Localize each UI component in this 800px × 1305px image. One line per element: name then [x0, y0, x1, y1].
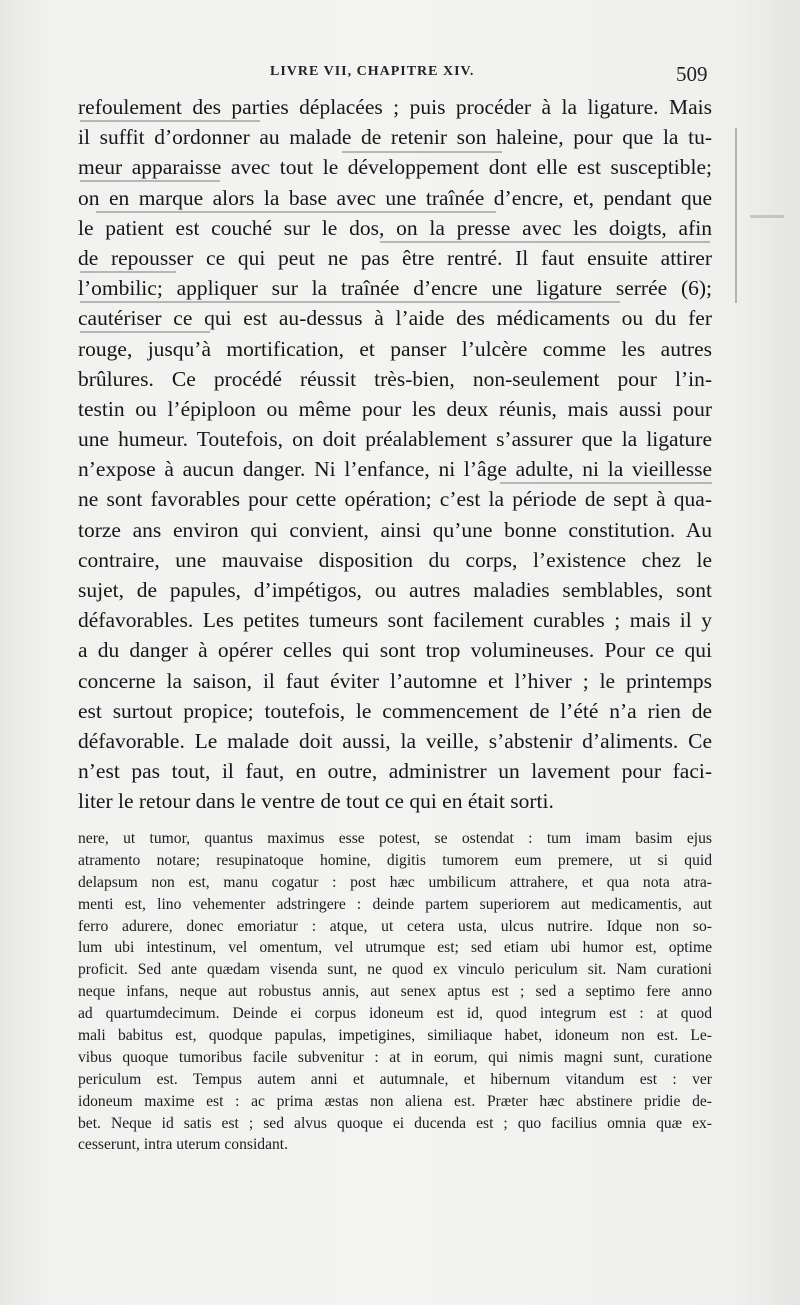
text-line: défavorables. Les petites tumeurs sont facilement curables ; mais il y — [78, 608, 712, 633]
text-line: le patient est couché sur le dos, on la presse avec les doigts, afin — [78, 215, 712, 240]
footnote-line: neque infans, neque aut robustus annis, aut senex aptus est ; sed a septimo fere anno — [78, 983, 712, 1001]
text-line: testin ou l’épiploon ou même pour les deux réunis, mais aussi pour — [78, 396, 712, 421]
footnote-line: delapsum non est, manu cogatur : post hæc umbilicum attrahere, et qua nota atra- — [78, 873, 712, 891]
footnote-line: bet. Neque id satis est ; sed alvus quoque ei ducenda est ; quo facilius omnia quæ ex- — [78, 1114, 712, 1132]
pencil-underline — [96, 211, 496, 213]
margin-pencil-line — [735, 128, 737, 303]
pencil-underline — [500, 482, 712, 484]
text-line: a du danger à opérer celles qui sont trop volumineuses. Pour ce qui — [78, 638, 712, 663]
text-line: brûlures. Ce procédé réussit très-bien, non-seulement pour l’in- — [78, 366, 712, 391]
text-line: on en marque alors la base avec une traînée d’encre, et, pendant que — [78, 185, 712, 210]
margin-pencil-scribble — [750, 215, 784, 218]
text-line: meur apparaisse avec tout le développement dont elle est susceptible; — [78, 155, 712, 180]
page-header — [0, 62, 800, 86]
pencil-underline — [80, 331, 210, 333]
running-head: LIVRE VII, CHAPITRE XIV. — [270, 64, 475, 79]
text-line: rouge, jusqu’à mortification, et panser l’ulcère comme les autres — [78, 336, 712, 361]
footnote-line: proficit. Sed ante quædam visenda sunt, ne quod ex vinculo periculum sit. Nam curationi — [78, 961, 712, 979]
footnote-line: menti est, lino vehementer adstringere : deinde partem superiorem aut medicamentis, aut — [78, 895, 712, 913]
footnote-line: cesserunt, intra uterum considant. — [78, 1136, 289, 1154]
pencil-underline — [380, 241, 710, 243]
text-line: une humeur. Toutefois, on doit préalablement s’assurer que la ligature — [78, 427, 712, 452]
text-line: liter le retour dans le ventre de tout ce qui en était sorti. — [78, 789, 554, 814]
text-line: refoulement des parties déplacées ; puis procéder à la ligature. Mais — [78, 95, 712, 119]
footnote-line: ferro adurere, donec emoriatur : atque, ut cetera usta, ulcus nutrire. Idque non so- — [78, 917, 712, 935]
text-line: ne sont favorables pour cette opération; c’est la période de sept à qua- — [78, 487, 712, 512]
text-line: cautériser ce qui est au-dessus à l’aide des médicaments ou du fer — [78, 306, 712, 331]
text-line: l’ombilic; appliquer sur la traînée d’encre une ligature serrée (6); — [78, 276, 712, 301]
text-line: il suffit d’ordonner au malade de retenir son haleine, pour que la tu- — [78, 125, 712, 150]
text-line: est surtout propice; toutefois, le commencement de l’été n’a rien de — [78, 698, 712, 723]
footnote-line: idoneum maxime est : ac prima æstas non aliena est. Præter hæc abstinere pridie de- — [78, 1092, 712, 1110]
footnote-line: ad quartumdecimum. Deinde ei corpus idoneum est id, quod integrum est : at quod — [78, 1005, 712, 1023]
pencil-underline — [80, 180, 220, 182]
text-line: n’expose à aucun danger. Ni l’enfance, ni l’âge adulte, ni la vieillesse — [78, 457, 712, 482]
footnote-line: lum ubi intestinum, vel omentum, vel utrumque est; sed etiam ubi humor est, optime — [78, 939, 712, 957]
footnote-line: nere, ut tumor, quantus maximus esse potest, se ostendat : tum imam basim ejus — [78, 830, 712, 847]
text-line: défavorable. Le malade doit aussi, la veille, s’abstenir d’aliments. Ce — [78, 728, 712, 753]
text-line: torze ans environ qui convient, ainsi qu’une bonne constitution. Au — [78, 517, 712, 542]
text-line: contraire, une mauvaise disposition du corps, l’existence chez le — [78, 547, 712, 572]
footnote-line: atramento notare; resupinatoque homine, digitis tumorem eum premere, ut si quid — [78, 851, 712, 869]
main-text — [78, 92, 712, 817]
latin-footnote — [78, 828, 712, 1156]
text-line: de repousser ce qui peut ne pas être rentré. Il faut ensuite attirer — [78, 245, 712, 270]
pencil-underline — [80, 120, 260, 122]
footnote-line: mali babitus est, quodque papulas, impetigines, similiaque habet, idoneum non est. Le- — [78, 1027, 712, 1045]
text-line: sujet, de papules, d’impétigos, ou autres maladies semblables, sont — [78, 578, 712, 602]
pencil-underline — [80, 301, 620, 303]
text-line: concerne la saison, il faut éviter l’automne et l’hiver ; le printemps — [78, 668, 712, 693]
pencil-underline — [80, 271, 176, 273]
footnote-line: vibus quoque tumoribus facile subvenitur : at in eorum, qui nimis magni sunt, curatione — [78, 1048, 712, 1066]
pencil-underline — [342, 151, 502, 153]
text-line: n’est pas tout, il faut, en outre, administrer un lavement pour faci- — [78, 759, 712, 784]
footnote-line: periculum est. Tempus autem anni et autumnale, et hibernum vitandum est : ver — [78, 1070, 712, 1088]
page-number: 509 — [676, 62, 708, 86]
